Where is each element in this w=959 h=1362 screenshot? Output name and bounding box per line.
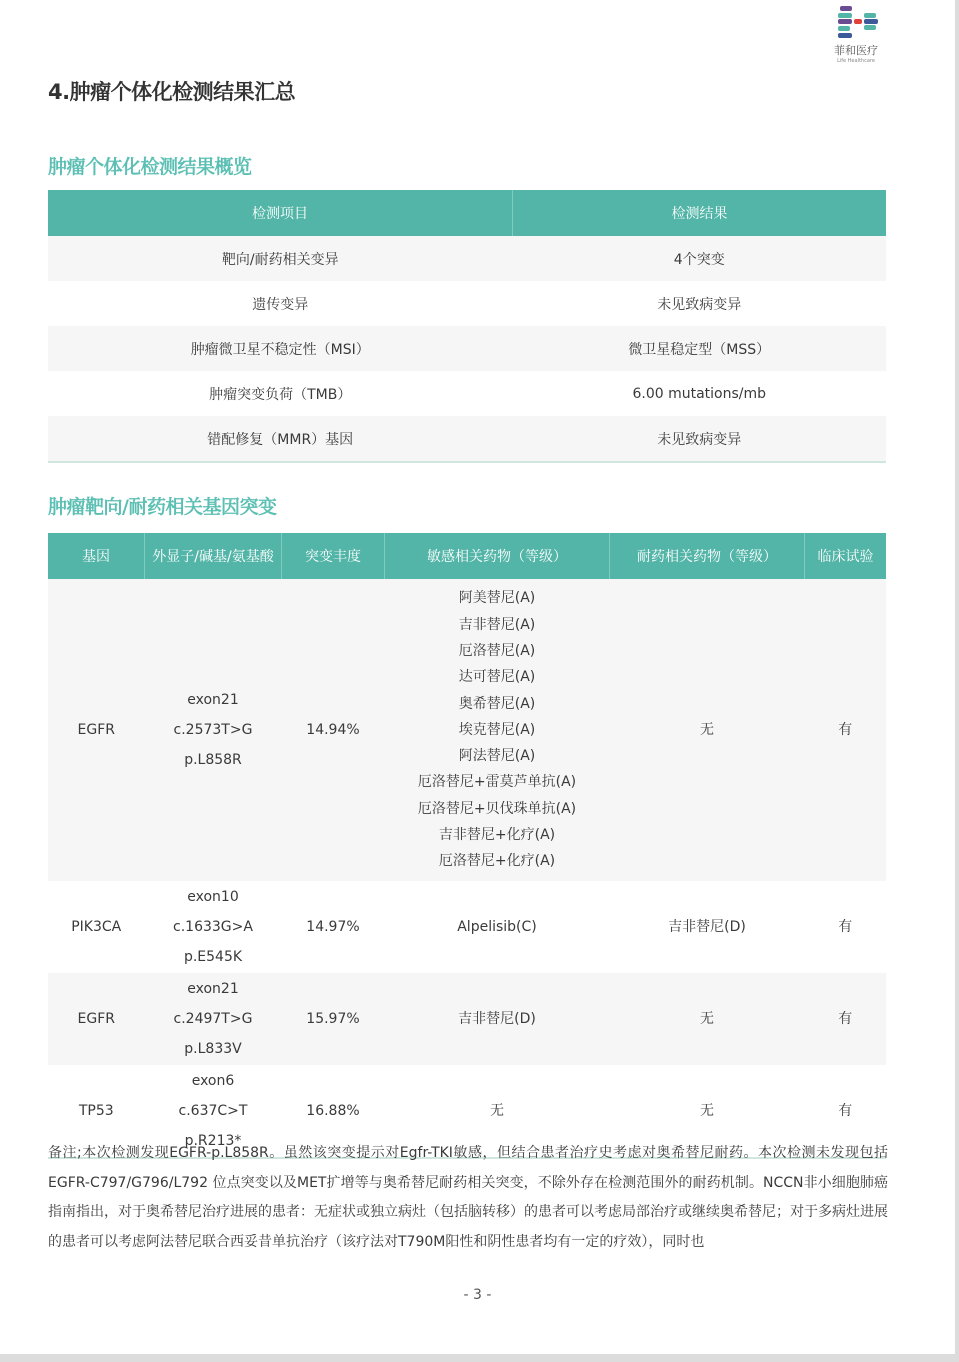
logo-name-en: Life Healthcare bbox=[837, 58, 875, 64]
abundance-cell: 14.97% bbox=[282, 881, 385, 973]
column-header: 检测项目 bbox=[48, 190, 513, 236]
amino-acid-text: p.L858R bbox=[184, 752, 242, 768]
amino-acid-text: p.L833V bbox=[184, 1041, 242, 1057]
overview-table bbox=[48, 190, 886, 463]
resistant-drugs-cell: 无 bbox=[610, 579, 805, 881]
resistant-drugs-cell: 无 bbox=[610, 1065, 805, 1158]
drug-item: 厄洛替尼(A) bbox=[458, 642, 536, 659]
base-change-text: c.2497T>G bbox=[173, 1011, 253, 1027]
item-cell: 遗传变异 bbox=[48, 281, 513, 326]
result-cell: 4个突变 bbox=[513, 236, 887, 281]
logo-name-cn: 菲和医疗 bbox=[834, 44, 878, 57]
column-header: 突变丰度 bbox=[282, 533, 385, 579]
table-row bbox=[48, 881, 886, 973]
gene-cell: EGFR bbox=[48, 973, 145, 1065]
drug-item: 阿法替尼(A) bbox=[458, 748, 536, 765]
table-row bbox=[48, 973, 886, 1065]
drug-item: 厄洛替尼+雷莫芦单抗(A) bbox=[417, 774, 577, 791]
amino-acid-text: p.R213* bbox=[184, 1133, 242, 1149]
item-cell: 靶向/耐药相关变异 bbox=[48, 236, 513, 281]
column-header: 基因 bbox=[48, 533, 145, 579]
clinical-trial-cell: 有 bbox=[805, 1065, 887, 1158]
item-cell: 肿瘤突变负荷（TMB） bbox=[48, 371, 513, 416]
result-cell: 未见致病变异 bbox=[513, 281, 887, 326]
drug-item: 奥希替尼(A) bbox=[458, 695, 536, 712]
clinical-trial-cell: 有 bbox=[805, 579, 887, 881]
drug-item: 无 bbox=[490, 1103, 504, 1119]
drug-item: Alpelisib(C) bbox=[457, 919, 537, 935]
gene-cell: PIK3CA bbox=[48, 881, 145, 973]
section-heading: 4.肿瘤个体化检测结果汇总 bbox=[48, 80, 296, 104]
base-change-text: c.2573T>G bbox=[173, 722, 253, 738]
drug-item: 吉非替尼(A) bbox=[458, 616, 536, 633]
exon-text: exon21 bbox=[187, 692, 239, 708]
result-cell: 微卫星稳定型（MSS） bbox=[513, 326, 887, 371]
table-row bbox=[48, 326, 886, 371]
logo-mark-icon bbox=[826, 6, 886, 40]
variant-cell bbox=[145, 973, 282, 1065]
remarks-paragraph: 备注;本次检测发现EGFR-p.L858R。虽然该突变提示对Egfr-TKI敏感，但结合患者治疗史考虑对奥希替尼耐药。本次检测未发现包括EGFR-C797/G796/L792 位点突变以及MET扩增等与奥希替尼耐药相关突变，不除外存在检测范围外的耐药机制。NCCN非小细胞肺癌指南指出，对于奥希替尼治疗进展的患者：无症状或独立病灶（包括脑转移）的患者可以考虑局部治疗或继续奥希替尼；对于多病灶进展的患者可以考虑阿法替尼联合西妥昔单抗治疗（该疗法对T790M阳性和阴性患者均有一定的疗效），同时也 bbox=[48, 1145, 888, 1250]
drug-item: 吉非替尼(D) bbox=[458, 1011, 536, 1027]
sensitive-drugs-cell bbox=[385, 973, 610, 1065]
table-row bbox=[48, 416, 886, 462]
mutations-title: 肿瘤靶向/耐药相关基因突变 bbox=[48, 496, 277, 518]
gene-cell: EGFR bbox=[48, 579, 145, 881]
clinical-trial-cell: 有 bbox=[805, 973, 887, 1065]
column-header: 耐药相关药物（等级） bbox=[610, 533, 805, 579]
exon-text: exon21 bbox=[187, 981, 239, 997]
amino-acid-text: p.E545K bbox=[183, 949, 243, 965]
sensitive-drugs-cell bbox=[385, 579, 610, 881]
gene-cell: TP53 bbox=[48, 1065, 145, 1158]
abundance-cell: 14.94% bbox=[282, 579, 385, 881]
drug-item: 埃克替尼(A) bbox=[458, 721, 536, 738]
drug-item: 厄洛替尼+化疗(A) bbox=[438, 853, 556, 870]
company-logo bbox=[826, 6, 886, 66]
table-row bbox=[48, 281, 886, 326]
sensitive-drugs-cell bbox=[385, 881, 610, 973]
resistant-drugs-cell: 吉非替尼(D) bbox=[610, 881, 805, 973]
table-row bbox=[48, 236, 886, 281]
drug-item: 厄洛替尼+贝伐珠单抗(A) bbox=[417, 800, 577, 817]
resistant-drugs-cell: 无 bbox=[610, 973, 805, 1065]
variant-cell bbox=[145, 881, 282, 973]
base-change-text: c.1633G>A bbox=[173, 919, 253, 935]
exon-text: exon6 bbox=[191, 1073, 235, 1089]
abundance-cell: 16.88% bbox=[282, 1065, 385, 1158]
item-cell: 错配修复（MMR）基因 bbox=[48, 416, 513, 462]
drug-item: 阿美替尼(A) bbox=[458, 590, 536, 607]
column-header: 检测结果 bbox=[513, 190, 887, 236]
table-row bbox=[48, 371, 886, 416]
page-number: - 3 - bbox=[463, 1287, 492, 1303]
column-header: 外显子/碱基/氨基酸 bbox=[145, 533, 282, 579]
drug-item: 达可替尼(A) bbox=[458, 669, 536, 686]
overview-title: 肿瘤个体化检测结果概览 bbox=[48, 156, 252, 178]
variant-cell bbox=[145, 579, 282, 881]
base-change-text: c.637C>T bbox=[178, 1103, 248, 1119]
clinical-trial-cell: 有 bbox=[805, 881, 887, 973]
mutations-table bbox=[48, 533, 886, 1159]
result-cell: 未见致病变异 bbox=[513, 416, 887, 462]
column-header: 临床试验 bbox=[805, 533, 887, 579]
item-cell: 肿瘤微卫星不稳定性（MSI） bbox=[48, 326, 513, 371]
drug-item: 吉非替尼+化疗(A) bbox=[438, 827, 556, 844]
abundance-cell: 15.97% bbox=[282, 973, 385, 1065]
table-row bbox=[48, 579, 886, 881]
exon-text: exon10 bbox=[187, 889, 239, 905]
result-cell: 6.00 mutations/mb bbox=[513, 371, 887, 416]
column-header: 敏感相关药物（等级） bbox=[385, 533, 610, 579]
